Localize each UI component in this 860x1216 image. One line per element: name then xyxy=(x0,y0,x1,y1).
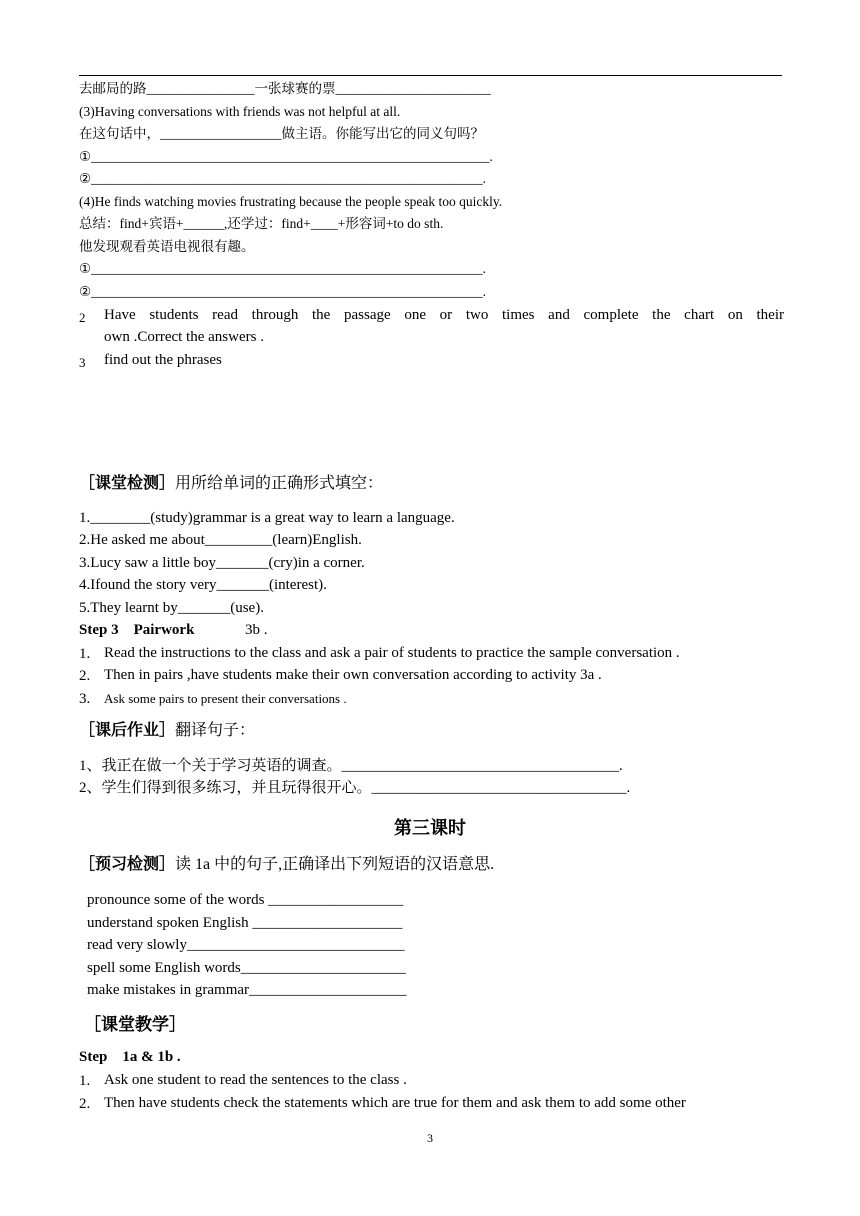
step-number: 2 xyxy=(79,310,86,325)
check-item: 5.They learnt by_______(use). xyxy=(79,600,264,616)
phrase-item: spell some English words______________________ xyxy=(87,960,406,976)
item3-question: 在这句话中，__________________做主语。你能写出它的同义句吗？ xyxy=(79,126,484,141)
preview-label: ［预习检测］ xyxy=(79,856,176,873)
step-number: 2. xyxy=(79,1096,91,1112)
check-item: 2.He asked me about_________(learn)English. xyxy=(79,532,362,548)
preview-heading xyxy=(79,857,494,873)
phrase-item: read very slowly_____________________________ xyxy=(87,937,405,953)
homework-item: 1、我正在做一个关于学习英语的调查。_____________________________________. xyxy=(79,758,623,774)
step-number: 1. xyxy=(79,1073,91,1089)
item4-summary: 总结：find+宾语+______,还学过：find+____+形容词+to do sth. xyxy=(79,216,444,231)
item3-title: (3)Having conversations with friends was not helpful at all. xyxy=(79,104,401,119)
step3-ref: 3b . xyxy=(245,622,268,638)
homework-heading xyxy=(79,723,255,739)
item4-chinese: 他发现观看英语电视很有趣。 xyxy=(79,239,255,254)
step3-text: Then in pairs ,have students make their own conversation according to activity 3a . xyxy=(104,667,602,683)
phrase-item: understand spoken English ____________________ xyxy=(87,915,403,931)
step3-number: 3. xyxy=(79,691,91,707)
step3-number: 2. xyxy=(79,668,91,684)
step-title: Step 1a & 1b . xyxy=(79,1049,181,1065)
check-instruction: 用所给单词的正确形式填空： xyxy=(175,475,384,492)
check-item: 1.________(study)grammar is a great way to learn a language. xyxy=(79,510,455,526)
check-item: 4.Ifound the story very_______(interest). xyxy=(79,577,327,593)
page-number: 3 xyxy=(427,1131,433,1145)
step3-title: Step 3 Pairwork xyxy=(79,622,195,638)
step-text-continued: own .Correct the answers . xyxy=(104,329,264,345)
homework-label: ［课后作业］ xyxy=(79,722,176,739)
step-text: Then have students check the statements which are true for them and ask them to add some other xyxy=(104,1095,686,1111)
check-item: 3.Lucy saw a little boy_______(cry)in a corner. xyxy=(79,555,365,571)
step-text: Ask one student to read the sentences to the class . xyxy=(104,1072,407,1088)
item4-blank-1: ①__________________________________________________________. xyxy=(79,261,486,276)
item4-title: (4)He finds watching movies frustrating because the people speak too quickly. xyxy=(79,194,503,209)
step-text: Have students read through the passage one or two times and complete the chart on their xyxy=(104,307,784,323)
phrase-line: 去邮局的路________________一张球赛的票_______________________ xyxy=(79,81,491,96)
homework-item: 2、学生们得到很多练习，并且玩得很开心。__________________________________. xyxy=(79,780,631,796)
step3-text: Ask some pairs to present their conversations . xyxy=(104,691,347,706)
item4-blank-2: ②__________________________________________________________. xyxy=(79,284,486,299)
step3-text: Read the instructions to the class and ask a pair of students to practice the sample conversation . xyxy=(104,645,680,661)
check-label: ［课堂检测］ xyxy=(79,475,176,492)
step-number: 3 xyxy=(79,355,86,370)
step3-number: 1. xyxy=(79,646,91,662)
lesson-heading: 第三课时 xyxy=(394,818,466,838)
phrase-item: make mistakes in grammar_____________________ xyxy=(87,982,407,998)
check-heading xyxy=(79,476,383,492)
item3-blank-1: ①___________________________________________________________. xyxy=(79,149,493,164)
homework-instruction: 翻译句子： xyxy=(175,722,256,739)
teaching-heading: ［课堂教学］ xyxy=(84,1015,186,1034)
preview-instruction: 读 1a 中的句子,正确译出下列短语的汉语意思. xyxy=(175,856,495,873)
step-text: find out the phrases xyxy=(104,352,222,368)
item3-blank-2: ②__________________________________________________________. xyxy=(79,171,486,186)
phrase-item: pronounce some of the words __________________ xyxy=(87,892,404,908)
header-rule xyxy=(79,75,782,76)
